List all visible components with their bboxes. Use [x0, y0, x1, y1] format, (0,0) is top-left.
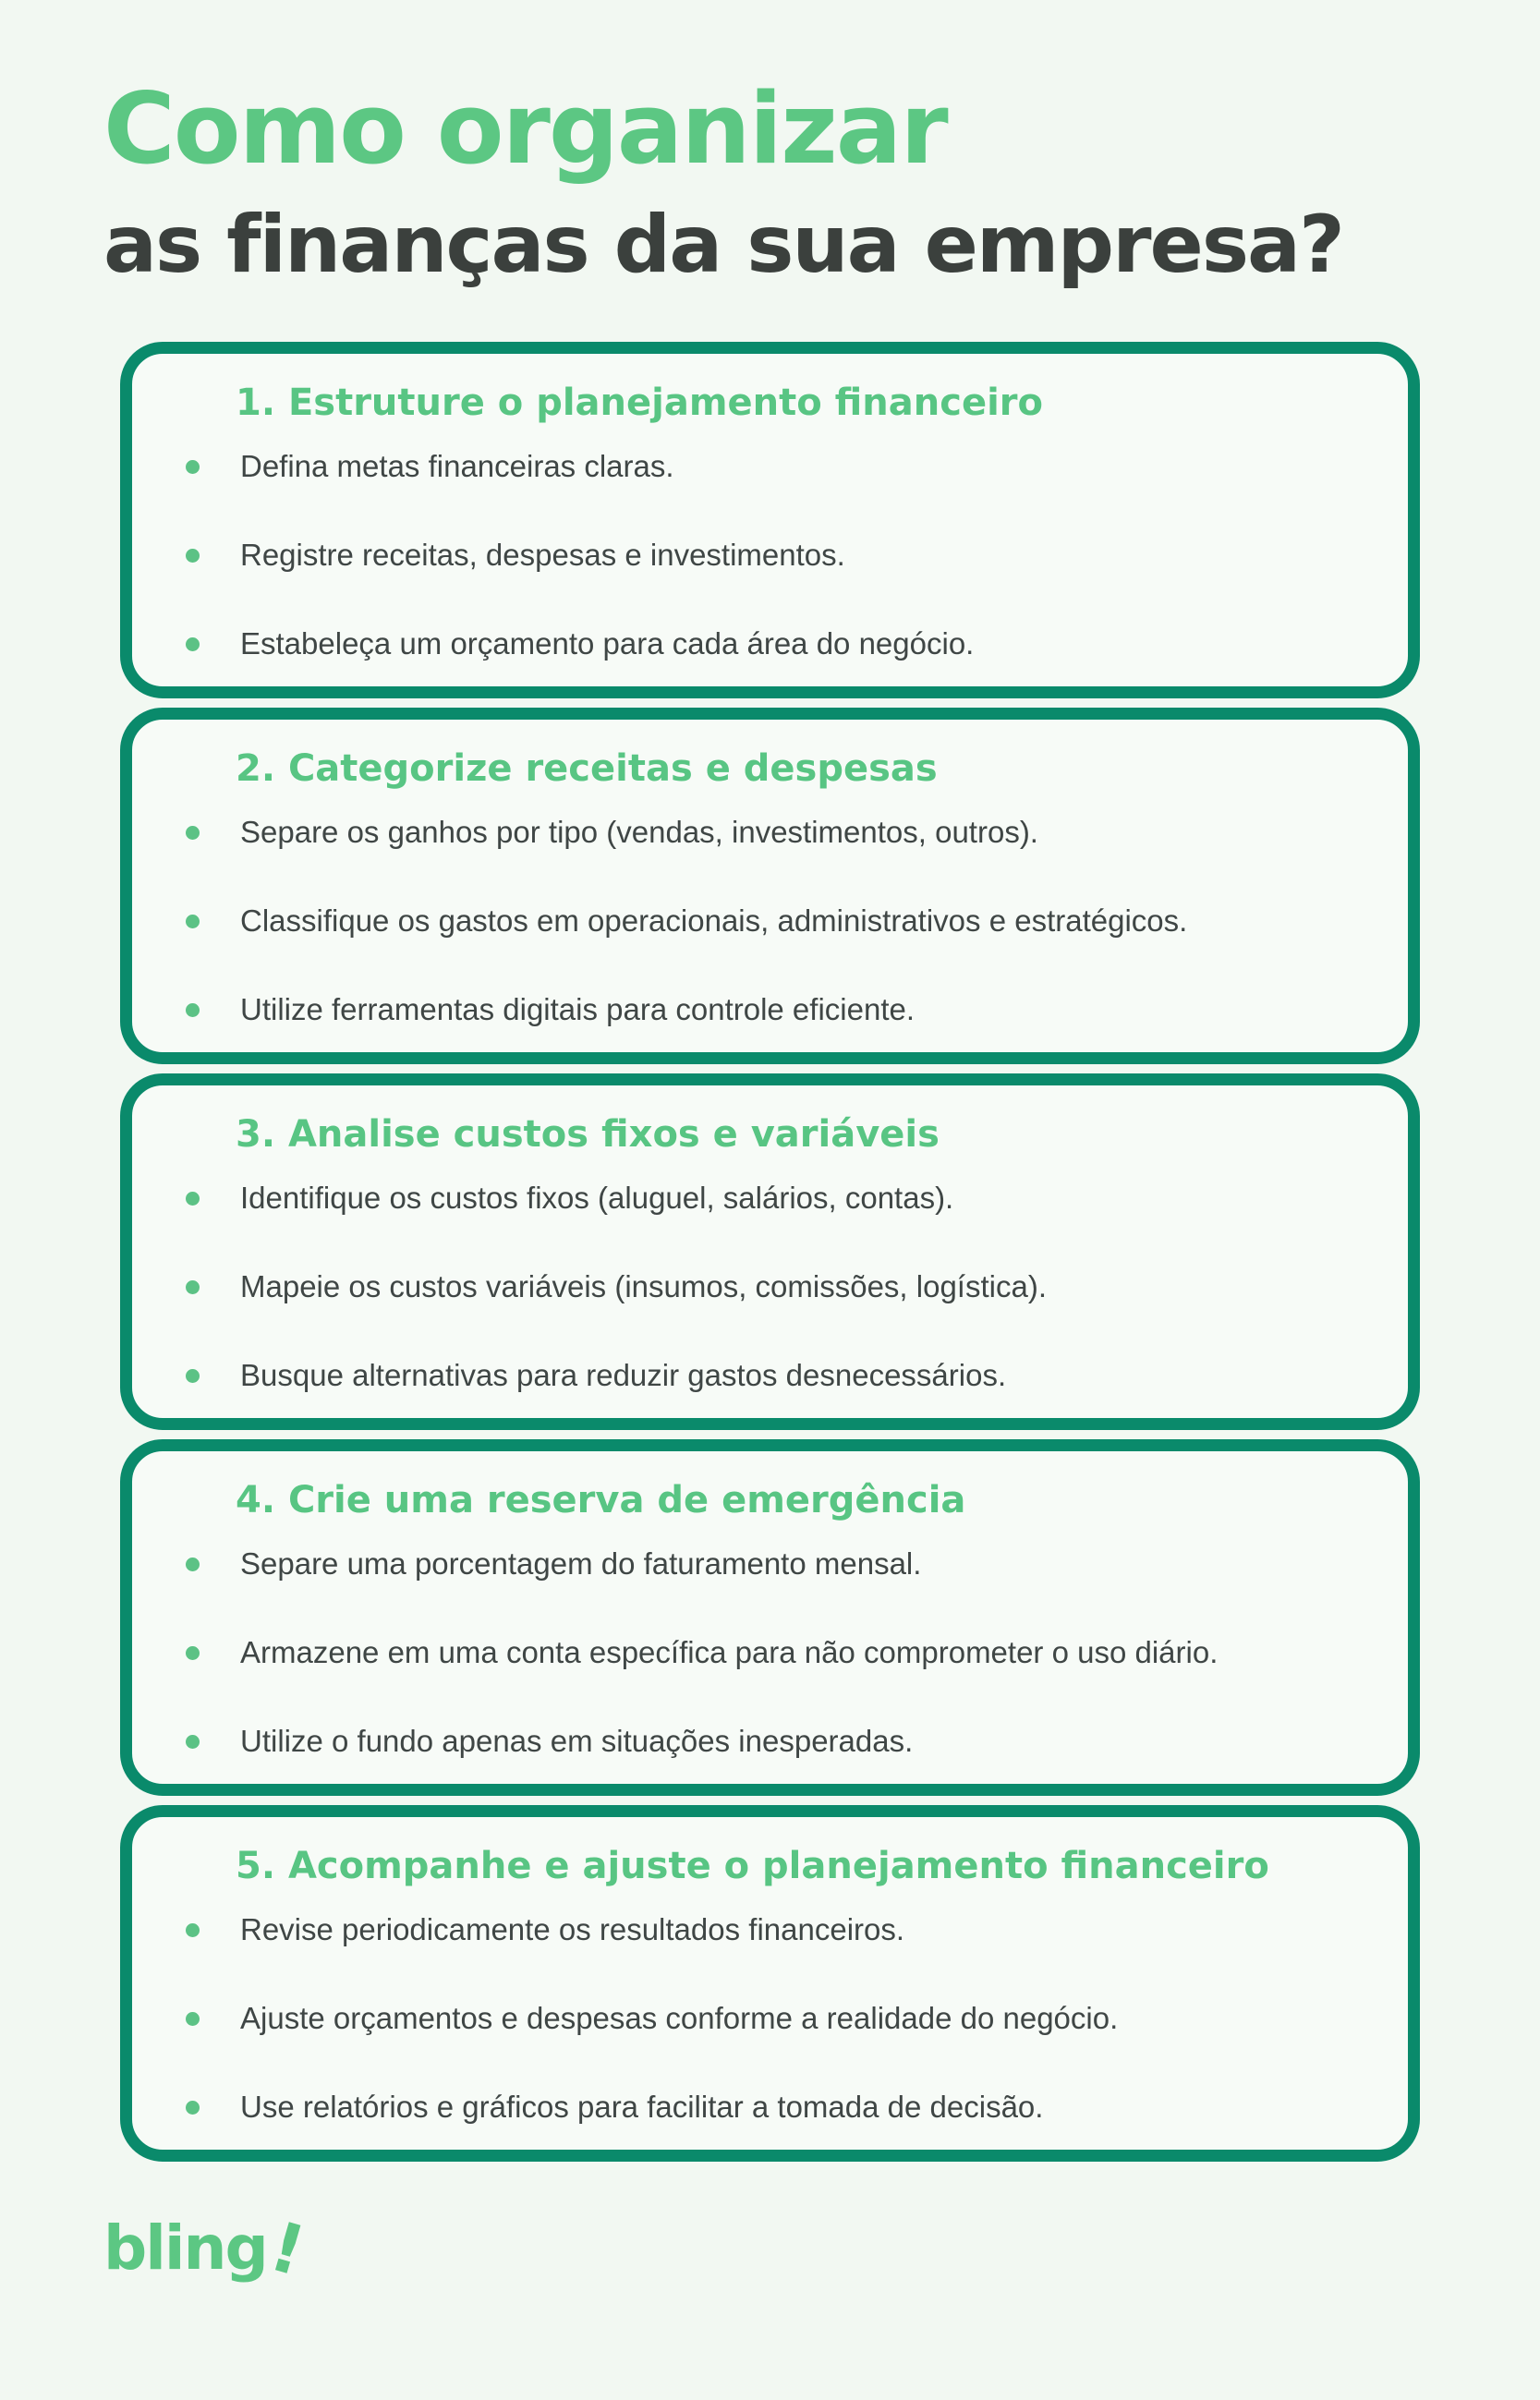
bullet-dot-icon	[186, 1923, 200, 1937]
bullet-dot-icon	[186, 2012, 200, 2026]
bullet-item	[186, 537, 1375, 574]
bullet-dot-icon	[186, 826, 200, 840]
bullet-text: Busque alternativas para reduzir gastos desnecessários.	[240, 1357, 1007, 1392]
bullet-dot-icon	[186, 2101, 200, 2115]
bullet-dot-icon	[186, 1003, 200, 1017]
logo-exclamation: !	[261, 2206, 311, 2292]
bullet-text: Registre receitas, despesas e investimentos.	[240, 537, 845, 572]
bullet-item	[186, 1268, 1375, 1305]
page-title: Como organizar	[103, 72, 947, 186]
section-card-1	[120, 342, 1420, 698]
logo-text: bling	[103, 2212, 267, 2284]
bling-logo	[103, 2206, 311, 2292]
sections-list	[120, 342, 1420, 2162]
bullet-text: Identifique os custos fixos (aluguel, salários, contas).	[240, 1180, 954, 1215]
bullet-dot-icon	[186, 1735, 200, 1749]
section-5-heading: 5. Acompanhe e ajuste o planejamento financeiro	[236, 1844, 1269, 1887]
bullet-dot-icon	[186, 460, 200, 474]
bullet-dot-icon	[186, 637, 200, 651]
bullet-item	[186, 1357, 1375, 1394]
section-card-5	[120, 1805, 1420, 2162]
bullet-item	[186, 814, 1375, 851]
bullet-text: Mapeie os custos variáveis (insumos, comissões, logística).	[240, 1268, 1047, 1303]
bullet-text: Separe uma porcentagem do faturamento mensal.	[240, 1545, 922, 1581]
bullet-dot-icon	[186, 1558, 200, 1571]
section-card-2	[120, 708, 1420, 1064]
bullet-item	[186, 1723, 1375, 1760]
bullet-text: Defina metas financeiras claras.	[240, 448, 674, 483]
bullet-dot-icon	[186, 1646, 200, 1660]
bullet-dot-icon	[186, 1280, 200, 1294]
bullet-text: Armazene em uma conta específica para não comprometer o uso diário.	[240, 1634, 1219, 1669]
bullet-dot-icon	[186, 915, 200, 928]
bullet-item	[186, 1180, 1375, 1217]
bullet-item	[186, 903, 1375, 939]
section-3-heading: 3. Analise custos fixos e variáveis	[236, 1112, 940, 1156]
bullet-text: Classifique os gastos em operacionais, administrativos e estratégicos.	[240, 903, 1188, 938]
section-1-bullet-list	[186, 448, 1375, 662]
bullet-item	[186, 625, 1375, 662]
bullet-text: Utilize o fundo apenas em situações inesperadas.	[240, 1723, 914, 1758]
section-card-4	[120, 1439, 1420, 1796]
bullet-item	[186, 448, 1375, 485]
bullet-text: Ajuste orçamentos e despesas conforme a realidade do negócio.	[240, 2000, 1119, 2035]
bullet-text: Use relatórios e gráficos para facilitar a tomada de decisão.	[240, 2089, 1044, 2124]
bullet-item	[186, 1911, 1375, 1948]
section-2-heading: 2. Categorize receitas e despesas	[236, 746, 938, 790]
bullet-text: Revise periodicamente os resultados financeiros.	[240, 1911, 905, 1946]
bullet-item	[186, 1634, 1375, 1671]
header	[0, 0, 1540, 296]
section-5-bullet-list	[186, 1911, 1375, 2126]
bullet-text: Separe os ganhos por tipo (vendas, investimentos, outros).	[240, 814, 1038, 849]
section-4-bullet-list	[186, 1545, 1375, 1760]
page-subtitle: as finanças da sua empresa?	[103, 198, 1343, 291]
bullet-item	[186, 1545, 1375, 1582]
bullet-item	[186, 991, 1375, 1028]
section-2-bullet-list	[186, 814, 1375, 1028]
bullet-dot-icon	[186, 1369, 200, 1383]
section-1-heading: 1. Estruture o planejamento financeiro	[236, 381, 1044, 424]
bullet-text: Estabeleça um orçamento para cada área do negócio.	[240, 625, 975, 661]
bullet-dot-icon	[186, 1192, 200, 1206]
bullet-text: Utilize ferramentas digitais para controle eficiente.	[240, 991, 916, 1026]
section-4-heading: 4. Crie uma reserva de emergência	[236, 1478, 966, 1521]
section-3-bullet-list	[186, 1180, 1375, 1394]
footer	[103, 2206, 1540, 2292]
bullet-dot-icon	[186, 549, 200, 563]
bullet-item	[186, 2089, 1375, 2126]
section-card-3	[120, 1073, 1420, 1430]
bullet-item	[186, 2000, 1375, 2037]
